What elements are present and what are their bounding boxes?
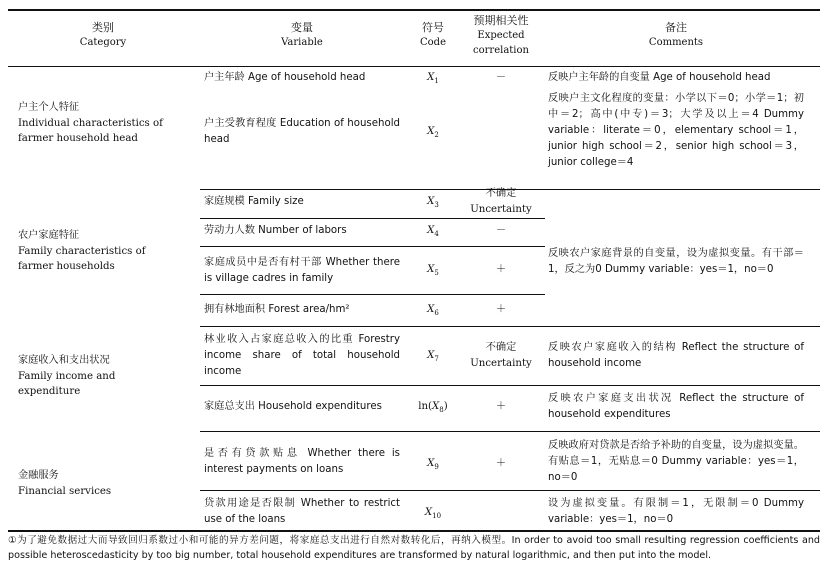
category-en: Financial services [18,485,112,497]
footnote: ①为了避免数据过大而导致回归系数过小和可能的异方差问题，将家庭总支出进行自然对数转化后，再纳入模型。In order to avoid too small resulting regression coefficients and possible heteroscedasticity by too big number, total household expenditures are transformed by natural logarithmic, and then put into the model. [8,535,820,562]
symbol-letter: X [432,401,440,412]
category-en: Individual characteristics of [18,117,163,129]
header-symbol [408,20,458,50]
symbol-prefix: ln( [418,401,433,412]
correlation-en: Uncertainty [470,204,532,215]
symbol-cell [408,399,458,418]
symbol-letter: X [427,72,435,83]
comment-cell: 反映农户家庭收入的结构 Reflect the structure of household income [548,342,804,369]
correlation-zh: 不确定 [485,188,517,199]
bottom-rule [8,530,820,532]
symbol-letter: X [427,304,435,315]
variable-cell: 林业收入占家庭总收入的比重 Forestry income share of total household income [204,334,400,377]
symbol-cell [408,223,458,242]
symbol-subscript: 10 [432,512,442,521]
category-income [18,353,188,400]
header-variable-zh: 变量 [291,21,313,34]
correlation-cell [462,186,540,218]
variable-cell: 户主受教育程度 Education of household head [204,118,400,145]
header-variable [204,20,400,50]
correlation-en: Uncertainty [470,358,532,369]
category-individual [18,100,188,147]
symbol-letter: X [424,507,433,518]
symbol-cell [408,456,458,475]
variable-cell: 贷款用途是否限制 Whether to restrict use of the loans [204,498,400,525]
header-correlation-en2: correlation [473,45,529,56]
header-category-en: Category [79,37,127,48]
row-divider [200,385,820,386]
symbol-cell [408,194,458,213]
symbol-letter: X [427,264,435,275]
header-comments [548,20,804,50]
category-zh: 户主个人特征 [18,102,80,113]
correlation-cell: － [495,225,507,236]
category-en: Family income and [18,370,116,382]
header-comments-zh: 备注 [665,21,687,34]
symbol-cell [408,262,458,281]
header-correlation-zh: 预期相关性 [473,14,529,27]
row-divider [200,218,545,219]
symbol-cell [408,302,458,321]
symbol-subscript: 8 [439,406,444,415]
symbol-subscript: 9 [434,463,439,472]
header-variable-en: Variable [281,37,323,48]
row-divider [200,326,820,327]
symbol-cell [408,348,458,367]
symbol-cell [408,124,458,143]
header-category [18,20,188,50]
correlation-cell: － [495,72,507,83]
comment-cell: 反映农户家庭背景的自变量，设为虚拟变量。有干部＝1，反之为0 Dummy variable：yes＝1，no＝0 [548,248,804,275]
symbol-letter: X [427,126,435,137]
row-divider [200,294,545,295]
variable-cell: 拥有林地面积 Forest area/hm² [204,304,350,315]
category-family [18,228,188,275]
symbol-subscript: 4 [434,230,439,239]
row-divider [200,490,820,491]
header-rule [8,66,820,67]
symbol-letter: X [427,458,435,469]
category-zh: 家庭收入和支出状况 [18,355,110,366]
category-en: farmer households [18,261,115,272]
variable-cell: 户主年龄 Age of household head [204,72,366,83]
symbol-subscript: 5 [434,269,439,278]
variable-cell: 家庭规模 Family size [204,196,304,207]
variable-cell: 家庭成员中是否有村干部 Whether there is village cadres in family [204,257,400,284]
header-comments-en: Comments [648,37,704,48]
symbol-suffix: ) [443,401,448,412]
variable-cell: 劳动力人数 Number of labors [204,225,347,236]
category-en: expenditure [18,386,81,397]
symbol-subscript: 3 [434,201,439,210]
symbol-subscript: 2 [434,131,439,140]
correlation-cell: ＋ [495,401,507,412]
correlation-cell: ＋ [495,304,507,315]
row-divider [200,246,545,247]
comment-cell: 设为虚拟变量。有限制＝1，无限制＝0 Dummy variable：yes＝1，no＝0 [548,498,804,525]
header-symbol-en: Code [420,37,446,48]
category-en: farmer household head [18,133,138,144]
top-rule [8,9,820,11]
category-financial [18,468,188,499]
header-correlation [460,13,542,58]
category-en: Family characteristics of [18,245,146,257]
symbol-subscript: 6 [434,309,439,318]
header-correlation-en1: Expected [477,30,525,41]
correlation-zh: 不确定 [485,342,517,353]
correlation-cell [462,340,540,372]
category-zh: 金融服务 [18,470,59,481]
symbol-subscript: 1 [434,77,439,86]
correlation-cell: ＋ [495,458,507,469]
category-zh: 农户家庭特征 [18,230,80,241]
comment-cell: 反映户主文化程度的变量：小学以下＝0；小学＝1；初中＝2；高中(中专)＝3；大学及以上＝4 Dummy variable：literate＝0，elementary school＝1，junior high school＝2，senior high school＝3，junior college＝4 [548,93,804,168]
symbol-letter: X [427,225,435,236]
header-category-zh: 类别 [92,21,114,34]
symbol-letter: X [427,196,435,207]
variable-cell: 是否有贷款贴息 Whether there is interest payments on loans [204,448,400,475]
symbol-cell [408,505,458,524]
symbol-cell [408,70,458,89]
comment-cell: 反映户主年龄的自变量 Age of household head [548,72,771,83]
row-divider [200,431,820,432]
header-symbol-zh: 符号 [422,21,444,34]
correlation-cell: ＋ [495,264,507,275]
comment-cell: 反映农户家庭支出状况 Reflect the structure of household expenditures [548,393,804,420]
symbol-subscript: 7 [434,355,439,364]
variable-cell: 家庭总支出 Household expenditures [204,401,382,412]
comment-cell: 反映政府对贷款是否给予补助的自变量，设为虚拟变量。有贴息＝1，无贴息＝0 Dummy variable：yes＝1，no＝0 [548,440,804,483]
symbol-letter: X [427,350,435,361]
